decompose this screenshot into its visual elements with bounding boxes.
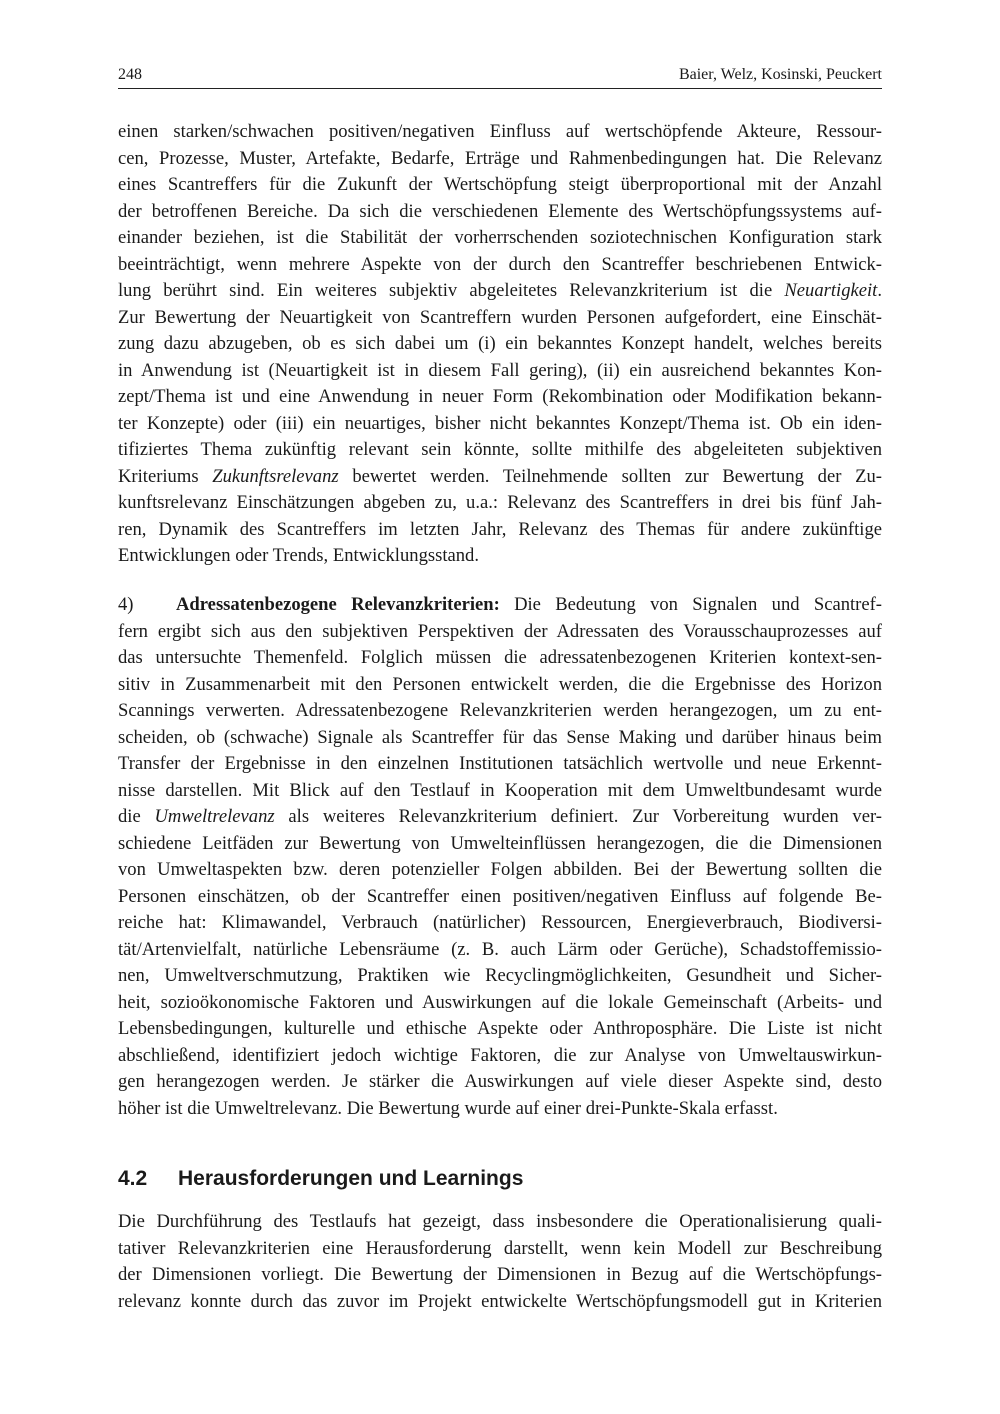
list-item-number: 4) (118, 594, 134, 615)
text-line: 4) Adressatenbezogene Relevanzkriterien: Die Bedeutung von Signalen und Scantref- (118, 592, 882, 619)
text-line: Zur Bewertung der Neuartigkeit von Scantreffern wurden Personen aufgefordert, eine Einschät- (118, 306, 882, 328)
text-line: Lebensbedingungen, kulturelle und ethische Aspekte oder Anthroposphäre. Die Liste ist nicht (118, 1018, 882, 1039)
term-zukunftsrelevanz: Zukunftsrelevanz (212, 465, 339, 487)
term-umweltrelevanz: Umweltrelevanz (154, 806, 275, 827)
text-line: abschließend, identifiziert jedoch wichtige Faktoren, die zur Analyse von Umweltauswirkun- (118, 1044, 882, 1066)
text-line: Scannings verwerten. Adressatenbezogene Relevanzkriterien werden herangezogen, um zu ent- (118, 700, 882, 721)
text-line: beeinträchtigt, wenn mehrere Aspekte von der durch den Scantreffer beschriebenen Entwick- (118, 253, 882, 275)
text-line: tativer Relevanzkriterien eine Herausforderung darstellt, wenn kein Modell zur Beschreibung (118, 1237, 882, 1259)
paragraph-relevance-criteria-continued (118, 119, 882, 570)
text-line: nen, Umweltverschmutzung, Praktiken wie Recyclingmöglichkeiten, Gesundheit und Sicher- (118, 965, 882, 986)
text-line: heit, sozioökonomische Faktoren und Auswirkungen auf die lokale Gemeinschaft (Arbeits- und (118, 991, 882, 1013)
page-number: 248 (118, 66, 142, 83)
text-line: nisse darstellen. Mit Blick auf den Testlauf in Kooperation mit dem Umweltbundesamt wurde (118, 779, 882, 801)
text-line: ter Konzepte) oder (iii) ein neuartiges, bisher nicht bekanntes Konzept/Thema ist. Ob ein iden- (118, 412, 882, 434)
text-line: relevanz konnte durch das zuvor im Projekt entwickelte Wertschöpfungsmodell gut in Kriterien (118, 1290, 882, 1312)
text-line: gen herangezogen werden. Je stärker die Auswirkungen auf viele dieser Aspekte sind, desto (118, 1071, 882, 1092)
text-line: höher ist die Umweltrelevanz. Die Bewertung wurde auf einer drei-Punkte-Skala erfasst. (118, 1097, 778, 1119)
text-line: Kriteriums Zukunftsrelevanz bewertet werden. Teilnehmende sollten zur Bewertung der Zu- (118, 465, 882, 487)
item-title: Adressatenbezogene Relevanzkriterien: (176, 594, 500, 615)
text-line: der betroffenen Bereiche. Da sich die verschiedenen Elemente des Wertschöpfungssystems auf- (118, 200, 882, 222)
text-line: fern ergibt sich aus den subjektiven Perspektiven der Adressaten des Vorausschauprozesses auf (118, 620, 882, 642)
text-line: Transfer der Ergebnisse in den einzelnen Institutionen tatsächlich wertvolle und neue Erkennt- (118, 753, 882, 774)
text-line: zept/Thema ist und eine Anwendung in neuer Form (Rekombination oder Modifikation bekann- (118, 386, 882, 407)
term-neuartigkeit: Neuartigkeit (784, 280, 878, 301)
section-number: 4.2 (118, 1167, 148, 1190)
text-line: tät/Artenvielfalt, natürliche Lebensräume (z. B. auch Lärm oder Gerüche), Schadstoffemissio- (118, 938, 882, 960)
text-line: ren, Dynamik des Scantreffers im letzten Jahr, Relevanz des Themas für andere zukünftige (118, 518, 882, 540)
text-line: Entwicklungen oder Trends, Entwicklungsstand. (118, 545, 479, 566)
text-line: scheiden, ob (schwache) Signale als Scantreffer für das Sense Making und darüber hinaus beim (118, 726, 882, 748)
paragraph-adressatenbezogene-kriterien (118, 592, 882, 1122)
text-line: kunftsrelevanz Einschätzungen abgeben zu, u.a.: Relevanz des Scantreffers in drei bis fünf Jah- (118, 492, 882, 513)
text-line: eines Scantreffers für die Zukunft der Wertschöpfung steigt überproportional mit der Anzahl (118, 174, 882, 195)
text-line: reiche hat: Klimawandel, Verbrauch (natürlicher) Ressourcen, Energieverbrauch, Biodiversi- (118, 912, 882, 933)
text-line: zung dazu abzugeben, ob es sich dabei um (i) ein bekanntes Konzept handelt, welches bereits (118, 333, 882, 354)
text-line: in Anwendung ist (Neuartigkeit ist in diesem Fall gering), (ii) ein ausreichend bekanntes Kon- (118, 359, 882, 381)
section-title: Herausforderungen und Learnings (178, 1167, 524, 1190)
text-line: der Dimensionen vorliegt. Die Bewertung der Dimensionen in Bezug auf die Wertschöpfungs- (118, 1264, 882, 1285)
text-line: Die Durchführung des Testlaufs hat gezeigt, dass insbesondere die Operationalisierung quali- (118, 1211, 882, 1232)
text-line: einander beziehen, ist die Stabilität der vorherrschenden soziotechnischen Konfiguration stark (118, 227, 882, 248)
running-header-authors: Baier, Welz, Kosinski, Peuckert (678, 66, 882, 83)
text-line: das untersuchte Themenfeld. Folglich müssen die adressatenbezogenen Kriterien kontext-sen- (118, 647, 882, 668)
text-line: tifiziertes Thema zukünftig relevant sein könnte, sollte mithilfe des abgeleiteten subjektiven (118, 439, 882, 460)
text-line: von Umweltaspekten bzw. deren potenzieller Folgen abbilden. Bei der Bewertung sollten die (118, 859, 882, 880)
text-line: cen, Prozesse, Muster, Artefakte, Bedarfe, Erträge und Rahmenbedingungen hat. Die Relevanz (118, 147, 882, 169)
text-line: sitiv in Zusammenarbeit mit den Personen entwickelt werden, die die Ergebnisse des Horizon (118, 673, 882, 695)
text-line: Personen einschätzen, ob der Scantreffer einen positiven/negativen Einfluss auf folgende Be- (118, 885, 882, 907)
running-header (118, 66, 882, 89)
text-line: die Umweltrelevanz als weiteres Relevanzkriterium definiert. Zur Vorbereitung wurden ver- (118, 806, 882, 827)
text-line: einen starken/schwachen positiven/negativen Einfluss auf wertschöpfende Akteure, Ressour- (118, 121, 882, 142)
paragraph-learnings (118, 1209, 882, 1315)
section-heading (118, 1167, 882, 1191)
text-line: schiedene Leitfäden zur Bewertung von Umwelteinflüssen herangezogen, die die Dimensionen (118, 832, 882, 854)
text-line: lung berührt sind. Ein weiteres subjektiv abgeleitetes Relevanzkriterium ist die Neuartigkeit. (118, 280, 882, 301)
